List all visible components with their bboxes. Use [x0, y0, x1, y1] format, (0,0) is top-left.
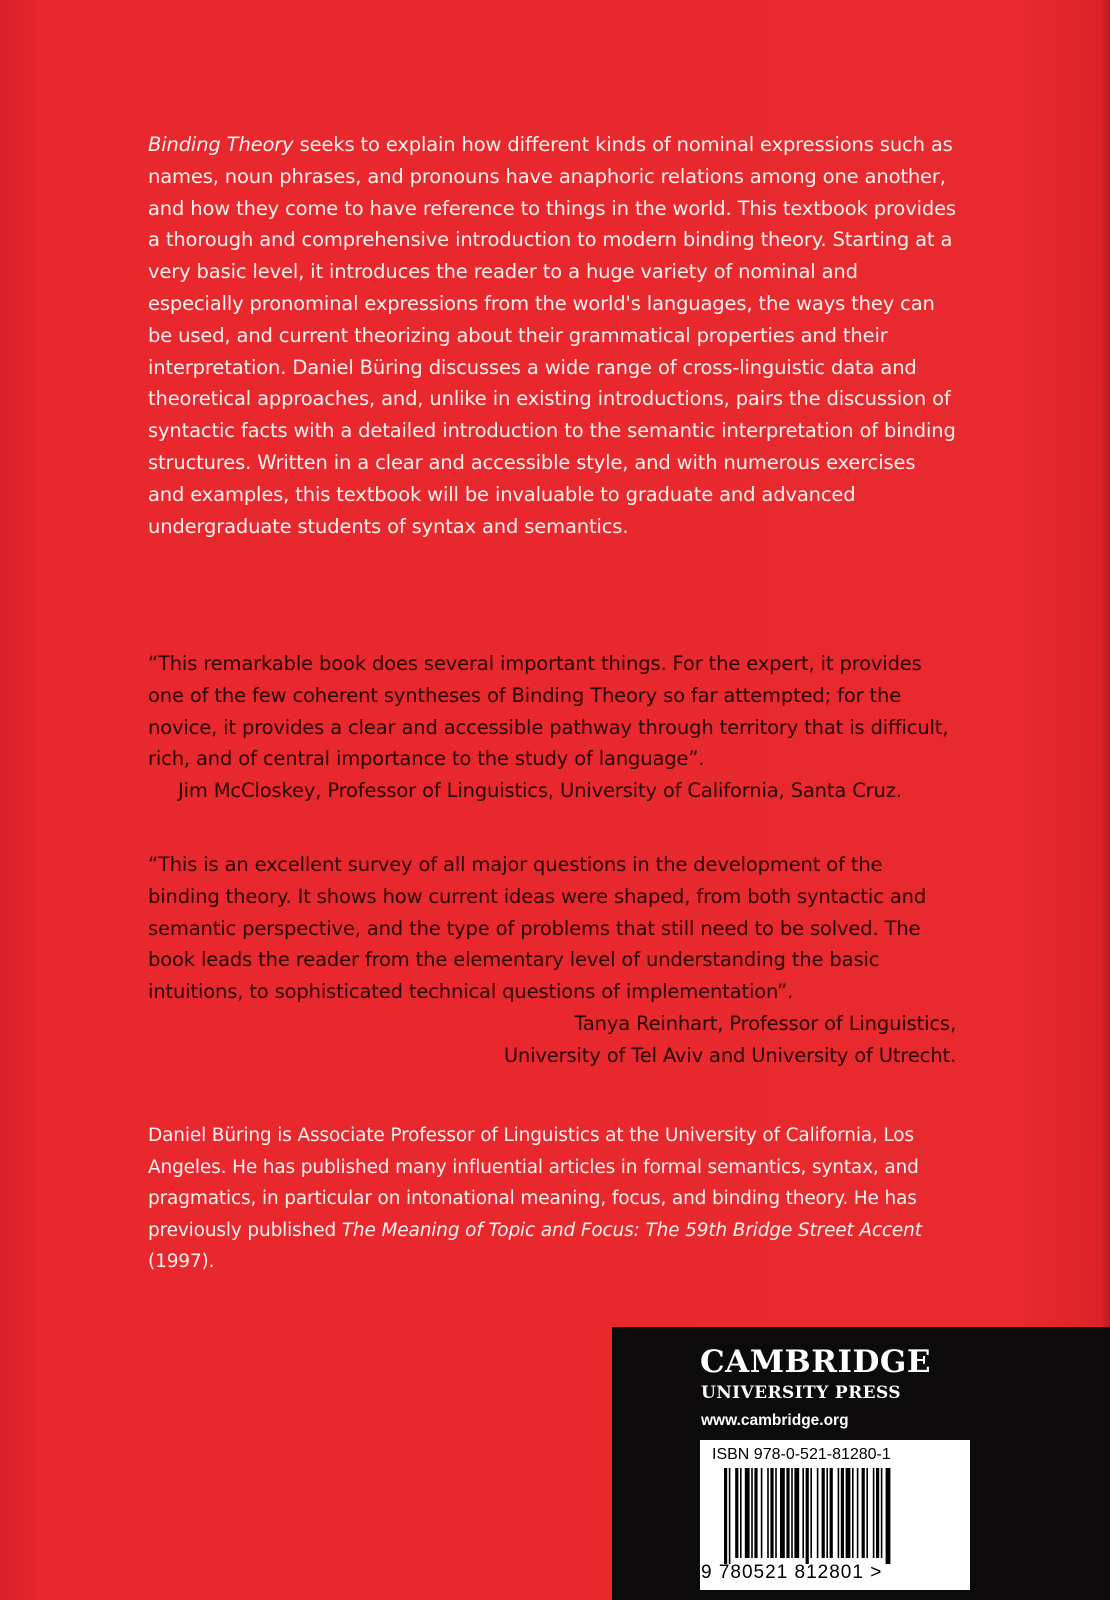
review-quote-1 [148, 648, 956, 807]
publisher-url: www.cambridge.org [701, 1412, 849, 1429]
quote-text: “This remarkable book does several important things. For the expert, it provides one of the few coherent syntheses of Binding Theory so far attempted; for the novice, it provides a clear and accessible pathway through territory that is difficult, rich, and of central importance to the study of language”. [148, 652, 949, 771]
bio-text: Daniel Büring is Associate Professor of Linguistics at the University of California, Los Angeles. He has published many influential articles in formal semantics, syntax, and pragmatics, in particular on intonational meaning, focus, and binding theory. He has previously published [148, 1125, 919, 1241]
barcode-digits: 9 780521 812801 > [701, 1562, 883, 1583]
publisher-name: CAMBRIDGE [700, 1344, 931, 1380]
publisher-block [612, 1327, 1110, 1600]
book-title: Binding Theory [148, 133, 294, 156]
quote-attribution: Jim McCloskey, Professor of Linguistics, University of California, Santa Cruz. [178, 779, 902, 803]
barcode-panel [700, 1440, 970, 1590]
quote-text: “This is an excellent survey of all major questions in the development of the binding theory. It shows how current ideas were shaped, from both syntactic and semantic perspective, and the type of problems that still need to be solved. The book leads the reader from the elementary level of understanding the basic intuitions, to sophisticated technical questions of implementation”. [148, 853, 927, 1004]
author-bio [148, 1120, 968, 1278]
book-description [148, 129, 956, 542]
quote-attribution-line-2: University of Tel Aviv and University of Utrecht. [503, 1043, 956, 1067]
publisher-press: UNIVERSITY PRESS [701, 1383, 901, 1403]
previous-book-year: (1997). [148, 1251, 215, 1272]
quote-attribution-line-1: Tanya Reinhart, Professor of Linguistics, [574, 1011, 956, 1035]
previous-book-title: The Meaning of Topic and Focus: The 59th Bridge Street Accent [341, 1219, 922, 1241]
review-quote-2 [148, 849, 956, 1072]
description-text: seeks to explain how different kinds of nominal expressions such as names, noun phrases, and pronouns have anaphoric relations among one another, and how they come to have reference to things in the world. This textbook provides a thorough and comprehensive introduction to modern binding theory. Starting at a very basic level, it introduces the reader to a huge variety of nominal and especially pronominal expressions from the world's languages, the ways they can be used, and current theorizing about their grammatical properties and their interpretation. Daniel Büring discusses a wide range of cross-linguistic data and theoretical approaches, and, unlike in existing introductions, pairs the discussion of syntactic facts with a detailed introduction to the semantic interpretation of binding structures. Written in a clear and accessible style, and with numerous exercises and examples, this textbook will be invaluable to graduate and advanced undergraduate students of syntax and semantics. [148, 133, 956, 538]
isbn-number: ISBN 978-0-521-81280-1 [712, 1446, 891, 1463]
